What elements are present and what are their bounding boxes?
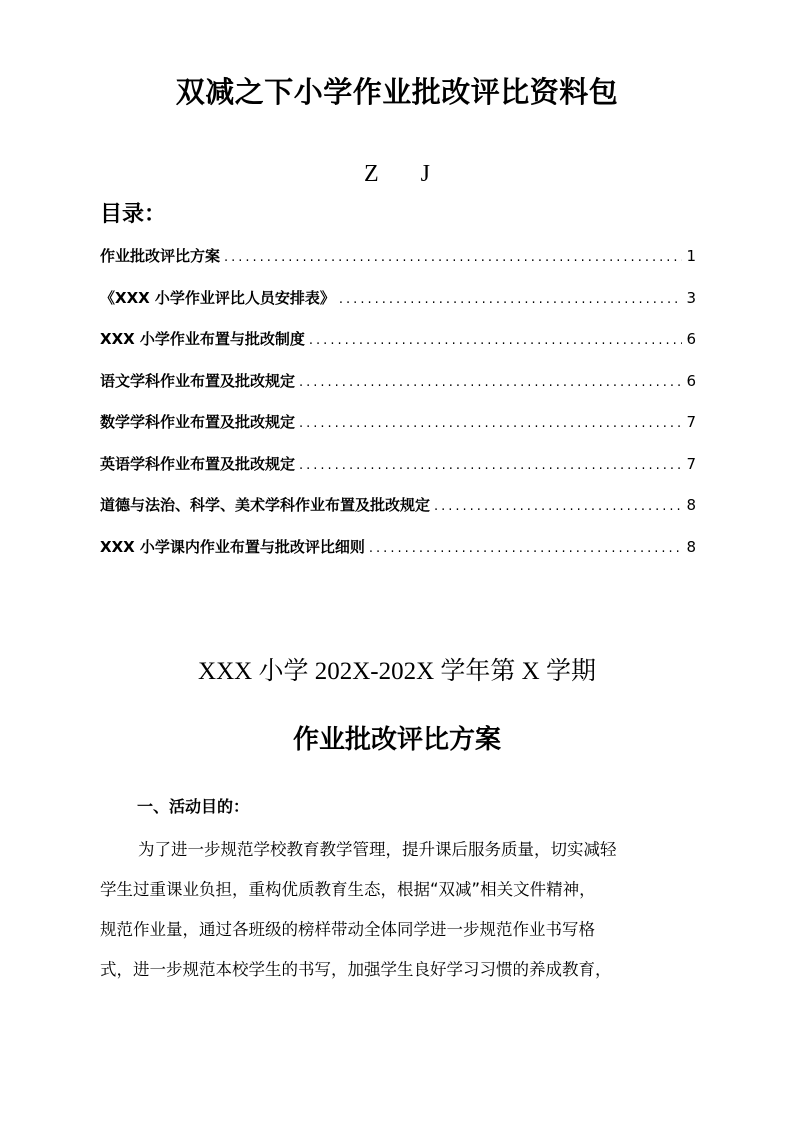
purpose-heading: 一、活动目的： bbox=[137, 797, 250, 816]
toc-item[interactable] bbox=[100, 406, 696, 448]
school-term-heading: XXX 小学 202X-202X 学年第 X 学期 bbox=[198, 658, 596, 685]
toc-dot-leader bbox=[309, 325, 683, 357]
toc-item-page: 8 bbox=[686, 537, 696, 556]
section-title: 作业批改评比方案 bbox=[292, 725, 501, 755]
toc-item-page: 6 bbox=[686, 371, 696, 390]
paragraph-line: 式，进一步规范本校学生的书写，加强学生良好学习习惯的养成教育， bbox=[100, 960, 612, 979]
purpose-paragraph bbox=[100, 830, 692, 990]
toc-item-page: 3 bbox=[686, 288, 696, 307]
paragraph-line: 规范作业量，通过各班级的榜样带动全体同学进一步规范作业书写格 bbox=[100, 920, 595, 939]
subtitle-left: Z bbox=[363, 161, 379, 187]
table-of-contents bbox=[100, 240, 696, 572]
toc-item-label: 道德与法治、科学、美术学科作业布置及批改规定 bbox=[100, 496, 431, 514]
toc-item-page: 7 bbox=[686, 454, 696, 473]
toc-dot-leader bbox=[299, 450, 682, 482]
toc-dot-leader bbox=[339, 284, 683, 316]
toc-item[interactable] bbox=[100, 365, 696, 407]
document-title: 双减之下小学作业批改评比资料包 bbox=[175, 75, 619, 109]
toc-item[interactable] bbox=[100, 282, 696, 324]
toc-item-page: 8 bbox=[686, 496, 696, 514]
toc-item-label: 《XXX 小学作业评比人员安排表》 bbox=[100, 288, 335, 307]
toc-item[interactable] bbox=[100, 531, 696, 573]
toc-item-label: 语文学科作业布置及批改规定 bbox=[100, 371, 296, 390]
toc-item[interactable] bbox=[100, 323, 696, 365]
toc-dot-leader bbox=[299, 408, 682, 440]
toc-item-label: XXX 小学课内作业布置与批改评比细则 bbox=[100, 537, 365, 556]
toc-item[interactable] bbox=[100, 240, 696, 282]
toc-item[interactable] bbox=[100, 448, 696, 490]
toc-item-label: 英语学科作业布置及批改规定 bbox=[100, 454, 296, 473]
toc-item[interactable] bbox=[100, 489, 696, 531]
paragraph-line: 学生过重课业负担，重构优质教育生态，根据“双减”相关文件精神， bbox=[100, 880, 596, 899]
toc-item-label: 作业批改评比方案 bbox=[100, 247, 221, 265]
toc-item-label: 数学学科作业布置及批改规定 bbox=[100, 413, 296, 431]
toc-dot-leader bbox=[224, 242, 682, 274]
paragraph-line: 为了进一步规范学校教育教学管理，提升课后服务质量，切实减轻 bbox=[138, 840, 617, 859]
toc-heading: 目录： bbox=[100, 202, 167, 227]
document-subtitle bbox=[0, 158, 794, 190]
toc-item-label: XXX 小学作业布置与批改制度 bbox=[100, 330, 305, 348]
subtitle-right: J bbox=[420, 161, 430, 187]
toc-dot-leader bbox=[369, 533, 683, 565]
toc-item-page: 6 bbox=[686, 330, 696, 348]
toc-dot-leader bbox=[299, 367, 682, 399]
toc-dot-leader bbox=[434, 491, 682, 523]
toc-item-page: 7 bbox=[686, 413, 696, 431]
toc-item-page: 1 bbox=[686, 247, 696, 265]
